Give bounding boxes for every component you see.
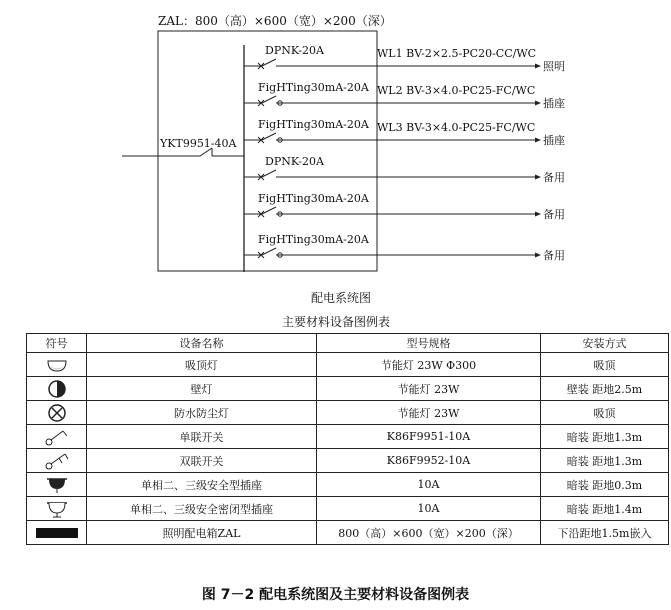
breaker-blade: [262, 207, 276, 214]
device-install: 下沿距地1.5m嵌入: [541, 521, 669, 545]
device-spec: 节能灯 23W: [317, 401, 541, 425]
device-install: 吸顶: [541, 353, 669, 377]
breaker-blade: [262, 248, 276, 255]
device-spec: 节能灯 23W: [317, 377, 541, 401]
single-switch-icon: [43, 427, 71, 447]
branch-breaker-label: FigHTing30mA-20A: [258, 192, 369, 205]
branch-cable-label: WL2 BV-3×4.0-PC25-FC/WC: [377, 84, 536, 97]
branch-breaker-label: FigHTing30mA-20A: [258, 233, 369, 246]
device-spec: 10A: [317, 497, 541, 521]
table-row: [27, 377, 669, 401]
branch-use-label: 备用: [543, 249, 565, 262]
ceiling-lamp-icon: [44, 357, 70, 373]
branch-breaker-label: FigHTing30mA-20A: [258, 118, 369, 131]
device-spec: 800（高）×600（宽）×200（深）: [317, 521, 541, 545]
distribution-box-icon: [35, 526, 79, 540]
breaker-blade: [262, 96, 276, 103]
branch-breaker-label: DPNK-20A: [265, 44, 324, 57]
table-header-row: [27, 334, 669, 353]
device-install: 暗装 距地1.4m: [541, 497, 669, 521]
header-install: 安装方式: [541, 334, 669, 353]
arrow-icon: [535, 212, 541, 217]
branch-use-label: 照明: [543, 60, 565, 73]
double-switch-icon: [43, 451, 71, 471]
table-row: [27, 449, 669, 473]
branch-use-label: 插座: [543, 134, 565, 147]
table-row: [27, 353, 669, 377]
branch-use-label: 备用: [543, 171, 565, 184]
device-install: 暗装 距地1.3m: [541, 425, 669, 449]
arrow-icon: [535, 253, 541, 258]
device-name: 单相二、三级安全型插座: [87, 473, 317, 497]
device-install: 壁装 距地2.5m: [541, 377, 669, 401]
sealed-socket-icon: [44, 499, 70, 519]
arrow-icon: [535, 64, 541, 69]
device-name: 防水防尘灯: [87, 401, 317, 425]
device-name: 照明配电箱ZAL: [87, 521, 317, 545]
breaker-blade: [262, 133, 276, 140]
waterproof-lamp-icon: [47, 403, 67, 423]
header-symbol: 符号: [27, 334, 87, 353]
figure-caption: 图 7－2 配电系统图及主要材料设备图例表: [201, 587, 470, 603]
table-row: [27, 497, 669, 521]
branch-breaker-label: DPNK-20A: [265, 155, 324, 168]
table-row: [27, 401, 669, 425]
device-install: 暗装 距地1.3m: [541, 449, 669, 473]
device-name: 单联开关: [87, 425, 317, 449]
table-row: [27, 521, 669, 545]
table-row: [27, 425, 669, 449]
arrow-icon: [535, 175, 541, 180]
table-row: [27, 473, 669, 497]
device-spec: 节能灯 23W Φ300: [317, 353, 541, 377]
arrow-icon: [535, 101, 541, 106]
branch-use-label: 备用: [543, 208, 565, 221]
circuits-group: [244, 44, 565, 262]
legend-table: [26, 333, 669, 545]
breaker-blade: [262, 170, 276, 177]
device-spec: 10A: [317, 473, 541, 497]
breaker-blade: [262, 59, 276, 66]
device-name: 单相二、三级安全密闭型插座: [87, 497, 317, 521]
wall-lamp-icon: [47, 379, 67, 399]
header-device: 设备名称: [87, 334, 317, 353]
main-breaker-label: YKT9951-40A: [160, 137, 237, 150]
branch-cable-label: WL1 BV-2×2.5-PC20-CC/WC: [377, 47, 537, 60]
diagram-title: 配电系统图: [311, 291, 372, 305]
device-spec: K86F9951-10A: [317, 425, 541, 449]
header-spec: 型号规格: [317, 334, 541, 353]
device-name: 吸顶灯: [87, 353, 317, 377]
device-name: 双联开关: [87, 449, 317, 473]
branch-breaker-label: FigHTing30mA-20A: [258, 81, 369, 94]
table-title: 主要材料设备图例表: [282, 315, 391, 329]
branch-use-label: 插座: [543, 97, 565, 110]
device-install: 吸顶: [541, 401, 669, 425]
branch-cable-label: WL3 BV-3×4.0-PC25-FC/WC: [377, 121, 536, 134]
device-spec: K86F9952-10A: [317, 449, 541, 473]
arrow-icon: [535, 138, 541, 143]
device-install: 暗装 距地0.3m: [541, 473, 669, 497]
safety-socket-icon: [44, 475, 70, 495]
device-name: 壁灯: [87, 377, 317, 401]
box-header: ZAL：800（高）×600（宽）×200（深）: [158, 14, 392, 28]
